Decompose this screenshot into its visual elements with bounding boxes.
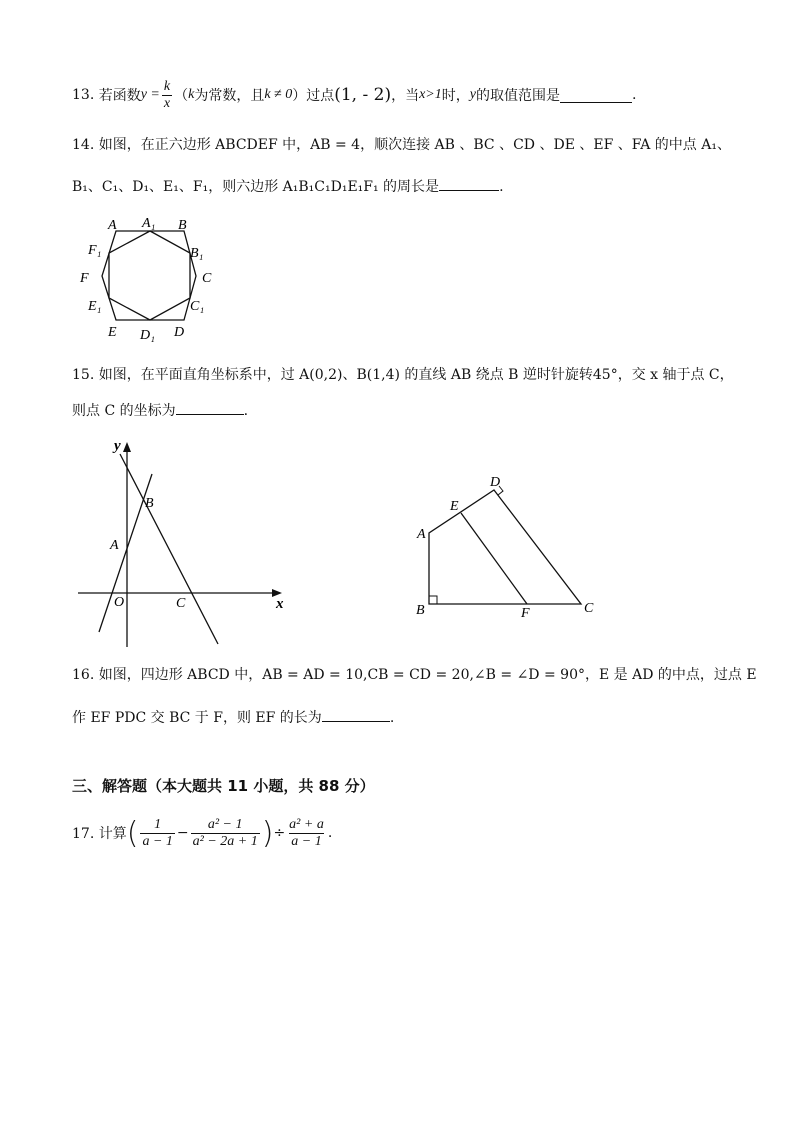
- q17-f3-num: a² + a: [289, 816, 324, 832]
- label-B: B: [416, 603, 425, 618]
- label-B: B: [178, 218, 187, 233]
- q13-y: y: [469, 87, 476, 102]
- label-D: D: [490, 475, 501, 490]
- right-angle-B: [429, 596, 437, 604]
- q13-frac-num: k: [163, 78, 171, 94]
- label-y: y: [114, 438, 121, 454]
- label-A: A: [108, 218, 117, 233]
- q13-k: k: [188, 87, 195, 102]
- label-B: B: [145, 496, 154, 511]
- q13-fraction: [162, 79, 172, 112]
- label-F: F: [521, 606, 530, 621]
- label-x: x: [276, 596, 284, 612]
- label-O: O: [114, 595, 125, 610]
- y-axis-arrow: [123, 442, 131, 452]
- segment-EF: [461, 513, 527, 604]
- q13-condition: k ≠ 0: [264, 87, 293, 102]
- label-B1: B₁: [190, 246, 204, 261]
- q15-end: .: [243, 403, 249, 419]
- q17-label: 17. 计算: [72, 826, 127, 842]
- q13-text-2: （: [174, 88, 189, 104]
- inner-hexagon: [109, 231, 190, 320]
- q17-divide: ÷: [273, 825, 286, 841]
- q13-func-lhs: y =: [140, 87, 160, 102]
- label-C: C: [584, 601, 594, 616]
- label-C: C: [202, 271, 212, 286]
- q13-point: (1, - 2): [334, 85, 392, 105]
- label-E: E: [450, 499, 459, 514]
- q17-f1-den: a − 1: [142, 833, 173, 849]
- label-A: A: [417, 527, 426, 542]
- q13-text-4: ）过点: [292, 88, 335, 104]
- q17-end: .: [327, 825, 333, 841]
- q14-answer-blank[interactable]: [439, 176, 499, 191]
- q17-f2-num: a² − 1: [207, 816, 243, 832]
- q13-text-6: 时，: [441, 88, 470, 104]
- label-C1: C₁: [190, 299, 205, 314]
- section-3-heading: 三、解答题（本大题共 11 小题，共 88 分）: [72, 777, 375, 795]
- q14-end: .: [499, 179, 504, 195]
- q13-text-3: 为常数，且: [194, 88, 265, 104]
- line-BC: [120, 454, 218, 644]
- q13-x-condition: x>1: [419, 87, 442, 102]
- q13-end: .: [631, 87, 637, 103]
- q15-answer-blank[interactable]: [176, 400, 244, 415]
- q17-right-paren: ): [261, 815, 274, 851]
- label-D: D: [174, 325, 185, 340]
- q17-f3-den: a − 1: [291, 833, 322, 849]
- label-A1: A₁: [142, 216, 156, 231]
- q16-line-1: 16. 如图，四边形 ABCD 中，AB = AD = 10,CB = CD = 20,∠B = ∠D = 90°，E 是 AD 的中点，过点 E: [72, 667, 757, 683]
- label-F1: F₁: [88, 243, 102, 258]
- q14-line-1: 14. 如图，在正六边形 ABCDEF 中，AB = 4，顺次连接 AB 、BC 、CD 、DE 、EF 、FA 的中点 A₁、: [72, 137, 731, 153]
- q17-fraction-2: [191, 817, 260, 850]
- q17-fraction-1: [140, 817, 174, 850]
- q17-left-paren: (: [126, 815, 139, 851]
- q16-end: .: [389, 710, 395, 726]
- question-17: [72, 808, 332, 858]
- label-F: F: [80, 271, 89, 286]
- q17-f1-num: 1: [154, 816, 162, 832]
- q13-answer-blank[interactable]: [560, 88, 632, 103]
- q14-line-2-text: B₁、C₁、D₁、E₁、F₁，则六边形 A₁B₁C₁D₁E₁F₁ 的周长是: [72, 179, 440, 195]
- outer-hexagon: [102, 231, 196, 320]
- question-13: [72, 78, 636, 112]
- q14-line-2: [72, 176, 504, 196]
- coordinate-figure: [70, 432, 300, 652]
- q16-line-2: [72, 707, 394, 727]
- q13-frac-den: x: [163, 95, 171, 111]
- q17-fraction-3: [287, 817, 326, 850]
- q13-number: 13.: [72, 87, 95, 103]
- q15-line-2: [72, 400, 248, 420]
- quadrilateral-figure: [410, 472, 600, 622]
- q16-line-2-text: 作 EF PDC 交 BC 于 F，则 EF 的长为: [72, 710, 322, 726]
- label-E1: E₁: [88, 299, 102, 314]
- q16-answer-blank[interactable]: [322, 707, 390, 722]
- q17-minus: −: [176, 825, 189, 841]
- label-C: C: [176, 596, 186, 611]
- q15-line-2-text: 则点 C 的坐标为: [72, 403, 176, 419]
- label-D1: D₁: [140, 328, 155, 343]
- label-E: E: [108, 325, 117, 340]
- q13-text-5: ，当: [391, 88, 420, 104]
- hexagon-figure: [76, 212, 226, 344]
- q15-line-1: 15. 如图，在平面直角坐标系中，过 A(0,2)、B(1,4) 的直线 AB 绕点 B 逆时针旋转45°，交 x 轴于点 C，: [72, 367, 734, 383]
- q13-text-1: 若函数: [98, 88, 141, 104]
- q17-f2-den: a² − 2a + 1: [192, 833, 258, 849]
- label-A: A: [110, 538, 119, 553]
- q13-text-7: 的取值范围是: [475, 88, 560, 104]
